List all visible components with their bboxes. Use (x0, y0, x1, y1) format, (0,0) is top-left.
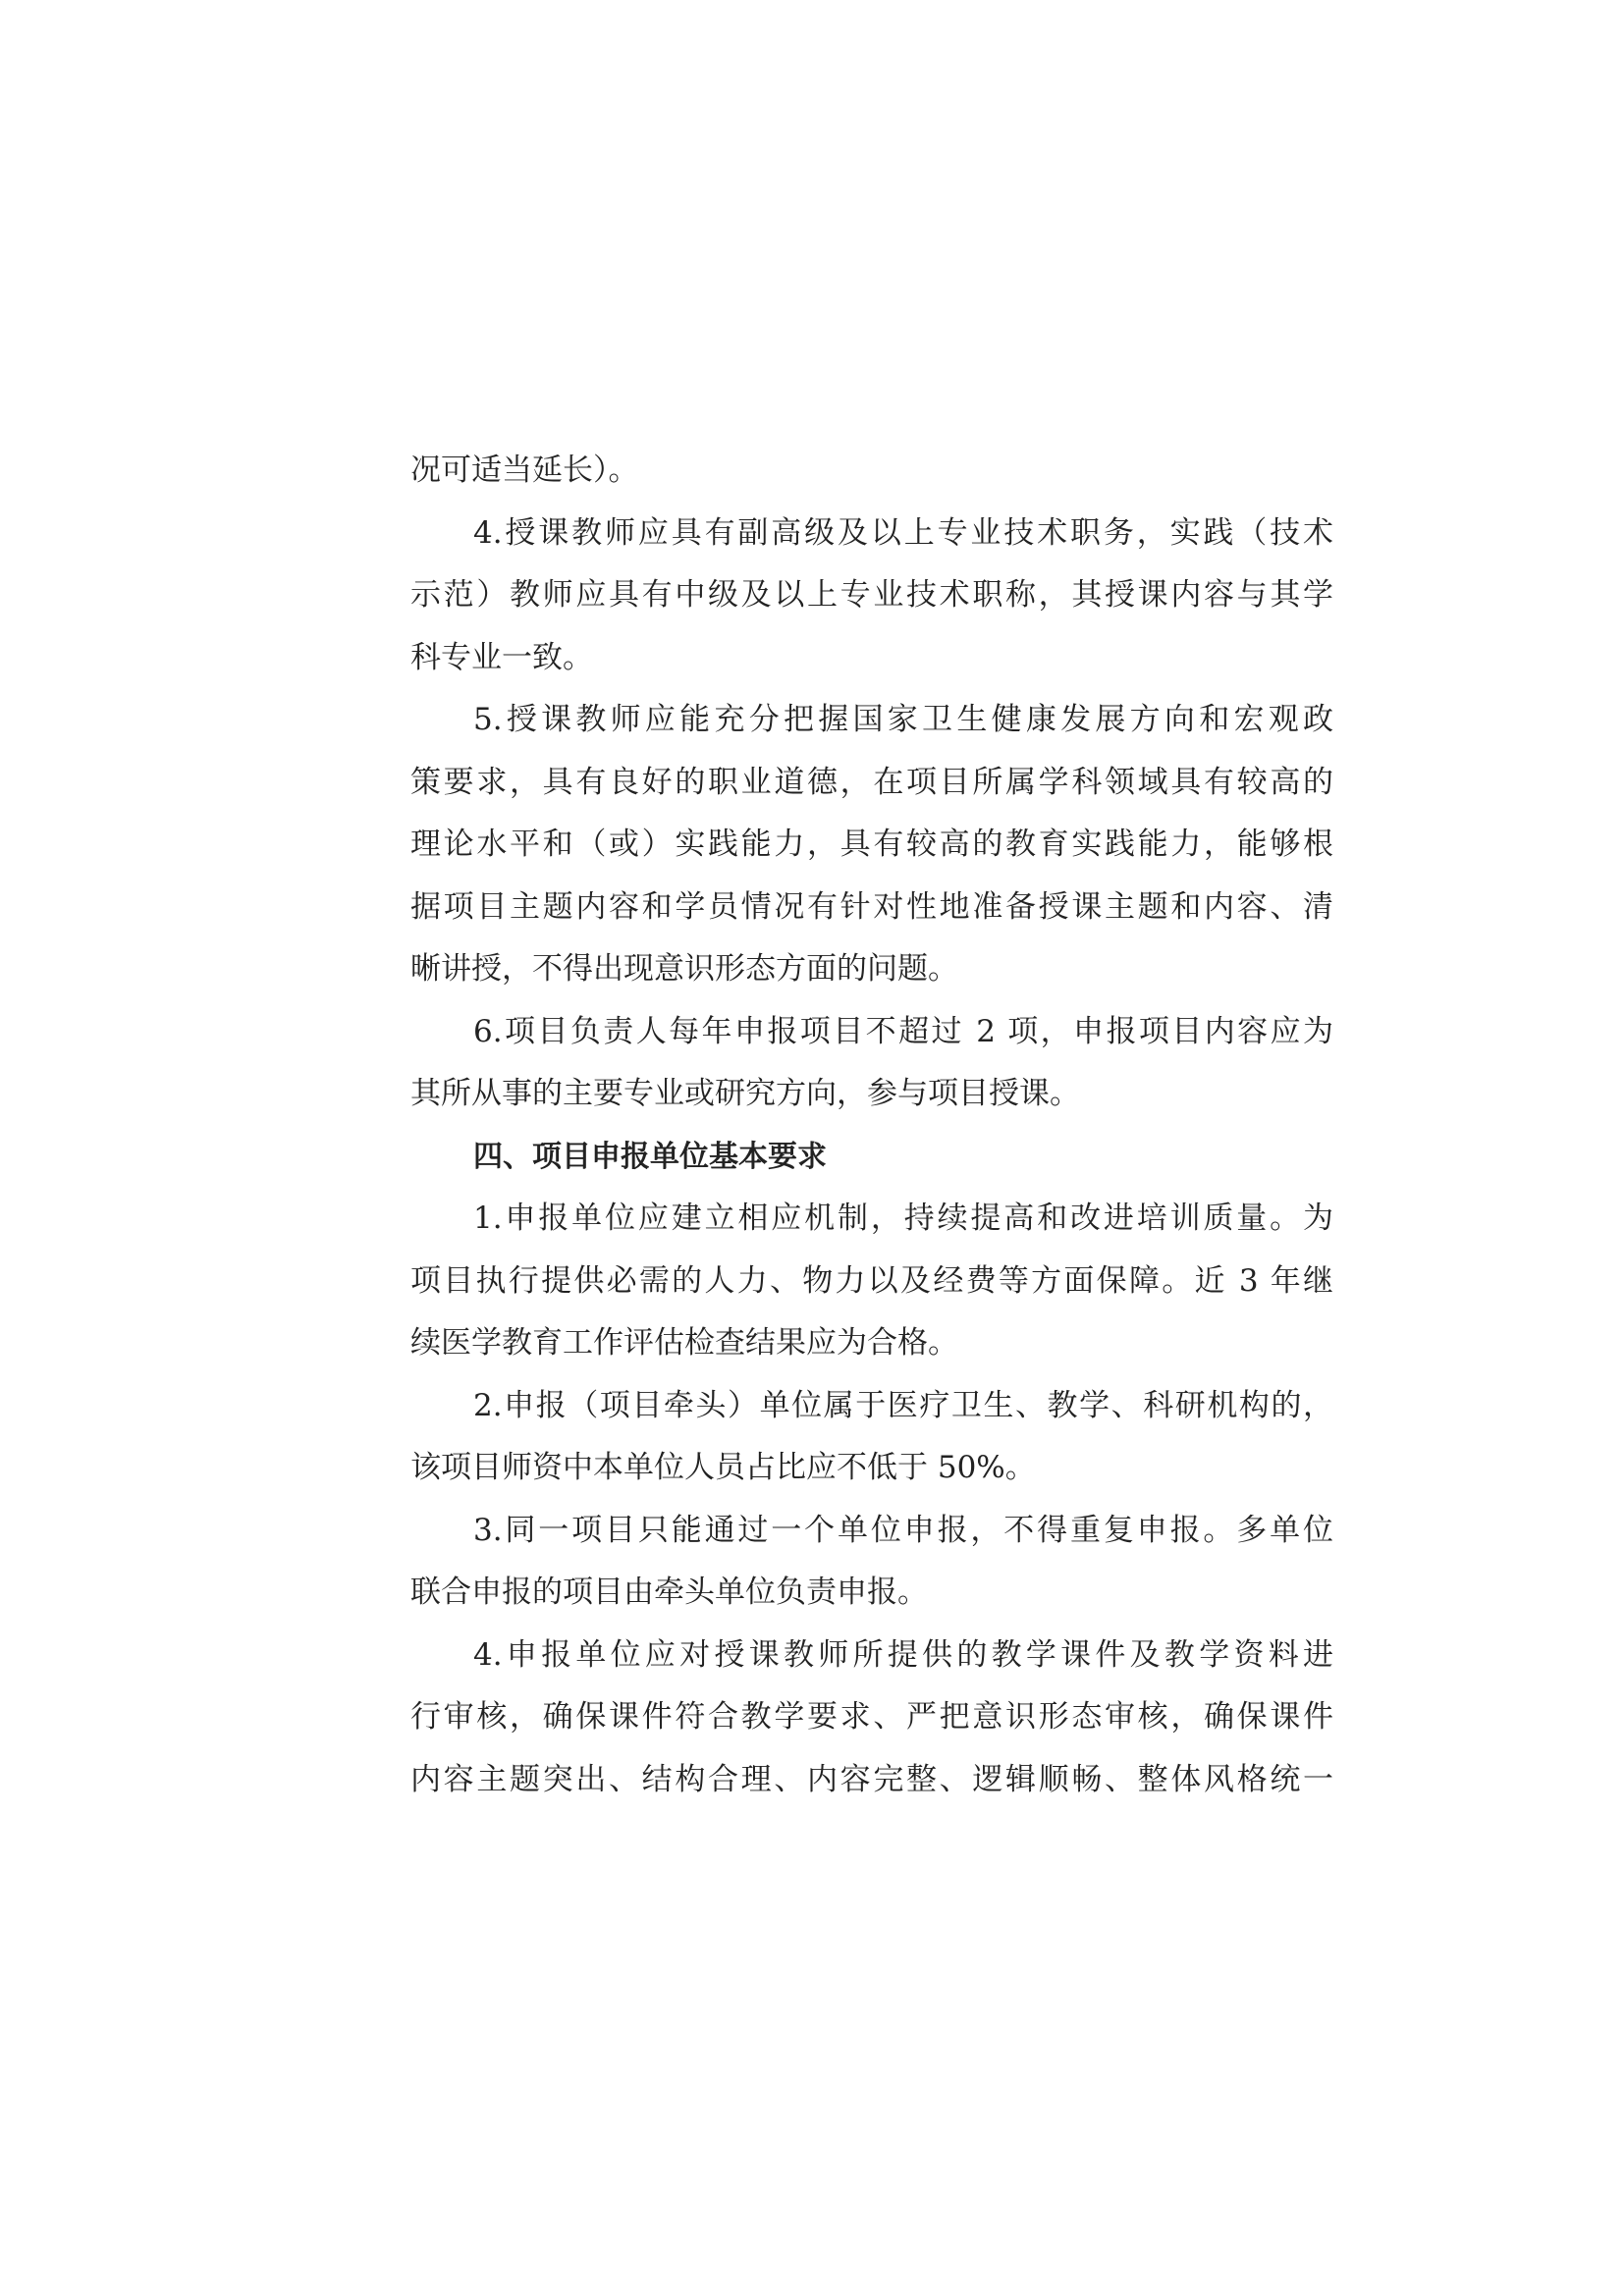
paragraph-line: 3.同一项目只能通过一个单位申报，不得重复申报。多单位 (473, 1512, 1333, 1548)
paragraph-line: 科专业一致。 (410, 639, 593, 675)
paragraph-line: 据项目主题内容和学员情况有针对性地准备授课主题和内容、清 (410, 888, 1333, 925)
paragraph-line: 4.授课教师应具有副高级及以上专业技术职务，实践（技术 (473, 514, 1333, 551)
paragraph-line: 策要求，具有良好的职业道德，在项目所属学科领域具有较高的 (410, 764, 1333, 800)
paragraph-line: 续医学教育工作评估检查结果应为合格。 (410, 1325, 958, 1361)
paragraph-line: 示范）教师应具有中级及以上专业技术职称，其授课内容与其学 (410, 577, 1333, 613)
paragraph-line: 理论水平和（或）实践能力，具有较高的教育实践能力，能够根 (410, 827, 1333, 862)
paragraph-line: 该项目师资中本单位人员占比应不低于 50%。 (410, 1450, 1036, 1485)
paragraph-line: 联合申报的项目由牵头单位负责申报。 (410, 1575, 928, 1610)
paragraph-line: 况可适当延长）。 (410, 453, 639, 488)
paragraph-line: 4.申报单位应对授课教师所提供的教学课件及教学资料进 (473, 1636, 1333, 1673)
paragraph-line: 内容主题突出、结构合理、内容完整、逻辑顺畅、整体风格统一 (410, 1761, 1333, 1797)
paragraph-line: 1.申报单位应建立相应机制，持续提高和改进培训质量。为 (473, 1201, 1333, 1236)
paragraph-line: 2.申报（项目牵头）单位属于医疗卫生、教学、科研机构的， (473, 1387, 1333, 1423)
section-heading: 四、项目申报单位基本要求 (473, 1139, 827, 1174)
document-body (410, 440, 1333, 1811)
paragraph-line: 5.授课教师应能充分把握国家卫生健康发展方向和宏观政 (473, 702, 1333, 737)
paragraph-line: 其所从事的主要专业或研究方向，参与项目授课。 (410, 1076, 1080, 1111)
paragraph-line: 行审核，确保课件符合教学要求、严把意识形态审核，确保课件 (410, 1699, 1333, 1735)
paragraph-line: 项目执行提供必需的人力、物力以及经费等方面保障。近 3 年继 (410, 1262, 1333, 1299)
paragraph-line: 晰讲授，不得出现意识形态方面的问题。 (410, 951, 958, 987)
paragraph-line: 6.项目负责人每年申报项目不超过 2 项，申报项目内容应为 (473, 1013, 1333, 1049)
